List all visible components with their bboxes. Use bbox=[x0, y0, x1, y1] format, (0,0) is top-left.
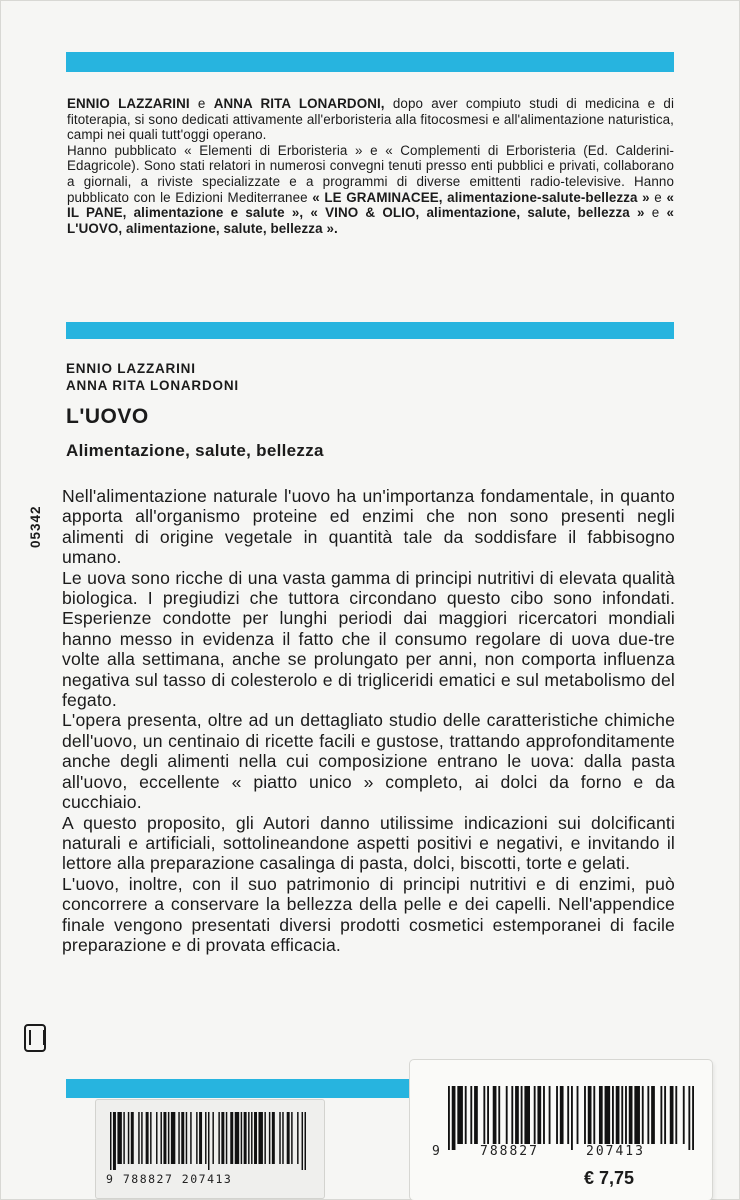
barcode-bar bbox=[269, 1112, 270, 1164]
barcode-bar bbox=[452, 1086, 456, 1150]
barcode-bar bbox=[629, 1086, 633, 1144]
barcode-bar bbox=[567, 1086, 569, 1144]
barcode-bar bbox=[593, 1086, 595, 1144]
barcode-bar bbox=[599, 1086, 603, 1144]
barcode-sticker-large bbox=[410, 1060, 712, 1200]
barcode-bar bbox=[515, 1086, 519, 1144]
barcode-bar bbox=[230, 1112, 233, 1164]
bio-and-1: e bbox=[654, 189, 662, 205]
bio-book-vino-olio: « VINO & OLIO, alimentazione, salute, bellezza » bbox=[310, 205, 645, 221]
blurb-paragraph-5: L'uovo, inoltre, con il suo patrimonio di principi nutritivi e di enzimi, può concorrere a conservare la bellezza della pelle e dei capelli. Nell'appendice finale vengono presentati diversi prodotti cosmetici estemporanei di facile preparazione e di provata efficacia. bbox=[62, 873, 675, 955]
barcode-bar bbox=[305, 1112, 306, 1170]
barcode-bar bbox=[457, 1086, 463, 1144]
bio-book-pane: « IL PANE, alimentazione e salute », bbox=[67, 189, 674, 221]
barcode-bar bbox=[675, 1086, 677, 1144]
barcode-bar bbox=[218, 1112, 219, 1164]
bio-book-uovo: « L'UOVO, alimentazione, salute, bellezza ». bbox=[67, 205, 675, 236]
barcode-bar bbox=[131, 1112, 134, 1164]
barcode-bar bbox=[465, 1086, 467, 1144]
barcode-bar bbox=[163, 1112, 166, 1164]
blurb-paragraph-3: L'opera presenta, oltre ad un dettagliato studio delle caratteristiche chimiche dell'uovo, un centinaio di ricette facili e gustose, trattando approfonditamente anche degli alimenti nella cui composizione entrano le uova: dalla pasta all'uovo, eccellente « piatto unico » completo, ai dolci da forno e da cucchiaio. bbox=[62, 710, 675, 813]
barcode-bar bbox=[612, 1086, 614, 1144]
barcode-bar bbox=[287, 1112, 290, 1164]
bio-and: e bbox=[197, 96, 206, 111]
barcode-small bbox=[110, 1112, 306, 1170]
blurb-paragraph-1: Nell'alimentazione naturale l'uovo ha un'importanza fondamentale, in quanto apporta all'organismo proteine ed enzimi che non sono presenti negli alimenti di origine vegetale in quantità tale da soddisfare il fabbisogno umano. bbox=[62, 486, 675, 568]
barcode-bar bbox=[291, 1112, 292, 1164]
barcode-bar bbox=[190, 1112, 191, 1164]
top-accent-bar bbox=[66, 52, 674, 72]
barcode-bar bbox=[634, 1086, 640, 1144]
author-block bbox=[66, 360, 239, 394]
barcode-bar bbox=[248, 1112, 249, 1164]
barcode-bar bbox=[605, 1086, 611, 1144]
barcode-bar bbox=[470, 1086, 472, 1144]
barcode-small-digits: 9 788827 207413 bbox=[106, 1172, 233, 1186]
middle-accent-bar bbox=[66, 322, 674, 339]
barcode-bar bbox=[146, 1112, 149, 1164]
barcode-bar bbox=[160, 1112, 161, 1164]
barcode-bar bbox=[235, 1112, 239, 1164]
barcode-bar bbox=[138, 1112, 139, 1164]
barcode-bar bbox=[543, 1086, 545, 1144]
barcode-bar bbox=[692, 1086, 694, 1150]
barcode-bar bbox=[150, 1112, 151, 1164]
barcode-bar bbox=[664, 1086, 666, 1144]
barcode-sticker-small bbox=[96, 1100, 324, 1198]
barcode-bar bbox=[660, 1086, 662, 1144]
barcode-bar bbox=[171, 1112, 175, 1164]
barcode-bar bbox=[683, 1086, 685, 1144]
barcode-bar bbox=[474, 1086, 478, 1144]
barcode-bar bbox=[549, 1086, 551, 1144]
barcode-bar bbox=[297, 1112, 298, 1164]
barcode-bar bbox=[221, 1112, 224, 1164]
barcode-bar bbox=[241, 1112, 242, 1164]
em-logo-icon bbox=[24, 1024, 46, 1052]
barcode-bar bbox=[251, 1112, 252, 1164]
barcode-bar bbox=[577, 1086, 579, 1144]
barcode-bar bbox=[181, 1112, 184, 1164]
barcode-digit-group-2: 207413 bbox=[586, 1144, 645, 1159]
barcode-bar bbox=[208, 1112, 209, 1170]
blurb-text bbox=[62, 486, 675, 955]
barcode-bar bbox=[128, 1112, 129, 1164]
barcode-bar bbox=[264, 1112, 265, 1164]
barcode-bar bbox=[448, 1086, 450, 1150]
bio-author-1: ENNIO LAZZARINI bbox=[67, 96, 190, 111]
barcode-bar bbox=[113, 1112, 116, 1170]
barcode-bar bbox=[534, 1086, 536, 1144]
barcode-bar bbox=[521, 1086, 523, 1144]
bio-book-graminacee: « LE GRAMINACEE, alimentazione-salute-bellezza » bbox=[312, 189, 650, 205]
barcode-bar bbox=[254, 1112, 257, 1164]
barcode-bar bbox=[670, 1086, 674, 1144]
barcode-bar bbox=[282, 1112, 283, 1164]
barcode-bar bbox=[226, 1112, 227, 1164]
bio-publications-text: Hanno pubblicato « Elementi di Erboristeria » e « Complementi di Erboristeria (Ed. Calderini-Edagricole). Sono stati relatori in numerosi convegni tenuti presso enti pubblici e privati, collaborano a giornali, a riviste specializzate e a programmi di diverse emittenti radio-televisive. Hanno pubblicato con le Edizioni Mediterranee bbox=[67, 142, 674, 205]
barcode-bar bbox=[688, 1086, 690, 1150]
barcode-bar bbox=[110, 1112, 111, 1170]
blurb-paragraph-2: Le uova sono ricche di una vasta gamma di principi nutritivi di elevata qualità biologica. I pregiudizi che tuttora circondano questo cibo sono infondati. Esperienze condotte per lunghi periodi dai maggiori ricercatori mondiali hanno messo in evidenza il fatto che il consumo regolare di uova due-tre volte alla settimana, anche se prolungato per anni, non comporta influenza negativa sul tasso di colesterolo e di trigliceridi ematici e sul metabolismo del fegato. bbox=[62, 567, 675, 711]
barcode-bar bbox=[556, 1086, 558, 1144]
barcode-bar bbox=[272, 1112, 275, 1164]
barcode-bar bbox=[487, 1086, 489, 1144]
catalog-code: 05342 bbox=[28, 505, 43, 548]
barcode-bar bbox=[196, 1112, 197, 1164]
barcode-lead-digit: 9 bbox=[432, 1144, 442, 1159]
barcode-bar bbox=[647, 1086, 649, 1144]
barcode-bar bbox=[651, 1086, 655, 1144]
bio-paragraph-1 bbox=[67, 96, 674, 143]
blurb-paragraph-4: A questo proposito, gli Autori danno utilissime indicazioni sui dolcificanti naturali e artificiali, sottolineandone aspetti positivi e negativi, e invitando il lettore alla preparazione casalinga di pasta, dolci, biscotti, torte e gelati. bbox=[62, 812, 675, 874]
barcode-bar bbox=[625, 1086, 627, 1144]
barcode-large bbox=[448, 1086, 694, 1150]
barcode-bar bbox=[123, 1112, 124, 1164]
barcode-bar bbox=[199, 1112, 202, 1164]
barcode-bar bbox=[588, 1086, 592, 1144]
bio-text: dopo aver compiuto studi di medicina e di fitoterapia, si sono dedicati attivamente all'erboristeria alla fitocosmesi e all'alimentazione naturistica, campi nei quali tutt'oggi operano. bbox=[67, 96, 675, 143]
author-name-2: ANNA RITA LONARDONI bbox=[66, 378, 239, 393]
barcode-bar bbox=[156, 1112, 157, 1164]
bottom-accent-bar bbox=[66, 1079, 416, 1098]
barcode-bar bbox=[642, 1086, 644, 1144]
barcode-bar bbox=[205, 1112, 206, 1164]
barcode-bar bbox=[168, 1112, 169, 1164]
book-subtitle: Alimentazione, salute, bellezza bbox=[66, 441, 324, 460]
barcode-bar bbox=[302, 1112, 303, 1170]
book-title: L'UOVO bbox=[66, 405, 149, 428]
barcode-bar bbox=[560, 1086, 564, 1144]
barcode-bar bbox=[279, 1112, 280, 1164]
barcode-bar bbox=[186, 1112, 187, 1164]
author-name-1: ENNIO LAZZARINI bbox=[66, 361, 196, 376]
barcode-bar bbox=[258, 1112, 262, 1164]
bio-paragraph-2 bbox=[67, 143, 674, 237]
barcode-bar bbox=[117, 1112, 121, 1164]
author-bio bbox=[67, 96, 674, 236]
barcode-bar bbox=[571, 1086, 573, 1150]
barcode-bar bbox=[483, 1086, 485, 1144]
barcode-bar bbox=[524, 1086, 530, 1144]
barcode-bar bbox=[616, 1086, 620, 1144]
barcode-bar bbox=[621, 1086, 623, 1144]
barcode-bar bbox=[584, 1086, 586, 1144]
bio-author-2: ANNA RITA LONARDONI, bbox=[213, 96, 385, 111]
barcode-bar bbox=[511, 1086, 513, 1144]
barcode-bar bbox=[178, 1112, 179, 1164]
barcode-bar bbox=[498, 1086, 500, 1144]
bio-and-2: e bbox=[651, 205, 660, 221]
barcode-bar bbox=[212, 1112, 213, 1164]
barcode-bar bbox=[244, 1112, 247, 1164]
barcode-bar bbox=[141, 1112, 142, 1164]
barcode-bar bbox=[493, 1086, 497, 1144]
barcode-bar bbox=[537, 1086, 541, 1144]
barcode-bar bbox=[506, 1086, 508, 1144]
price-label: € 7,75 bbox=[584, 1168, 635, 1188]
barcode-digit-group-1: 788827 bbox=[480, 1144, 539, 1159]
